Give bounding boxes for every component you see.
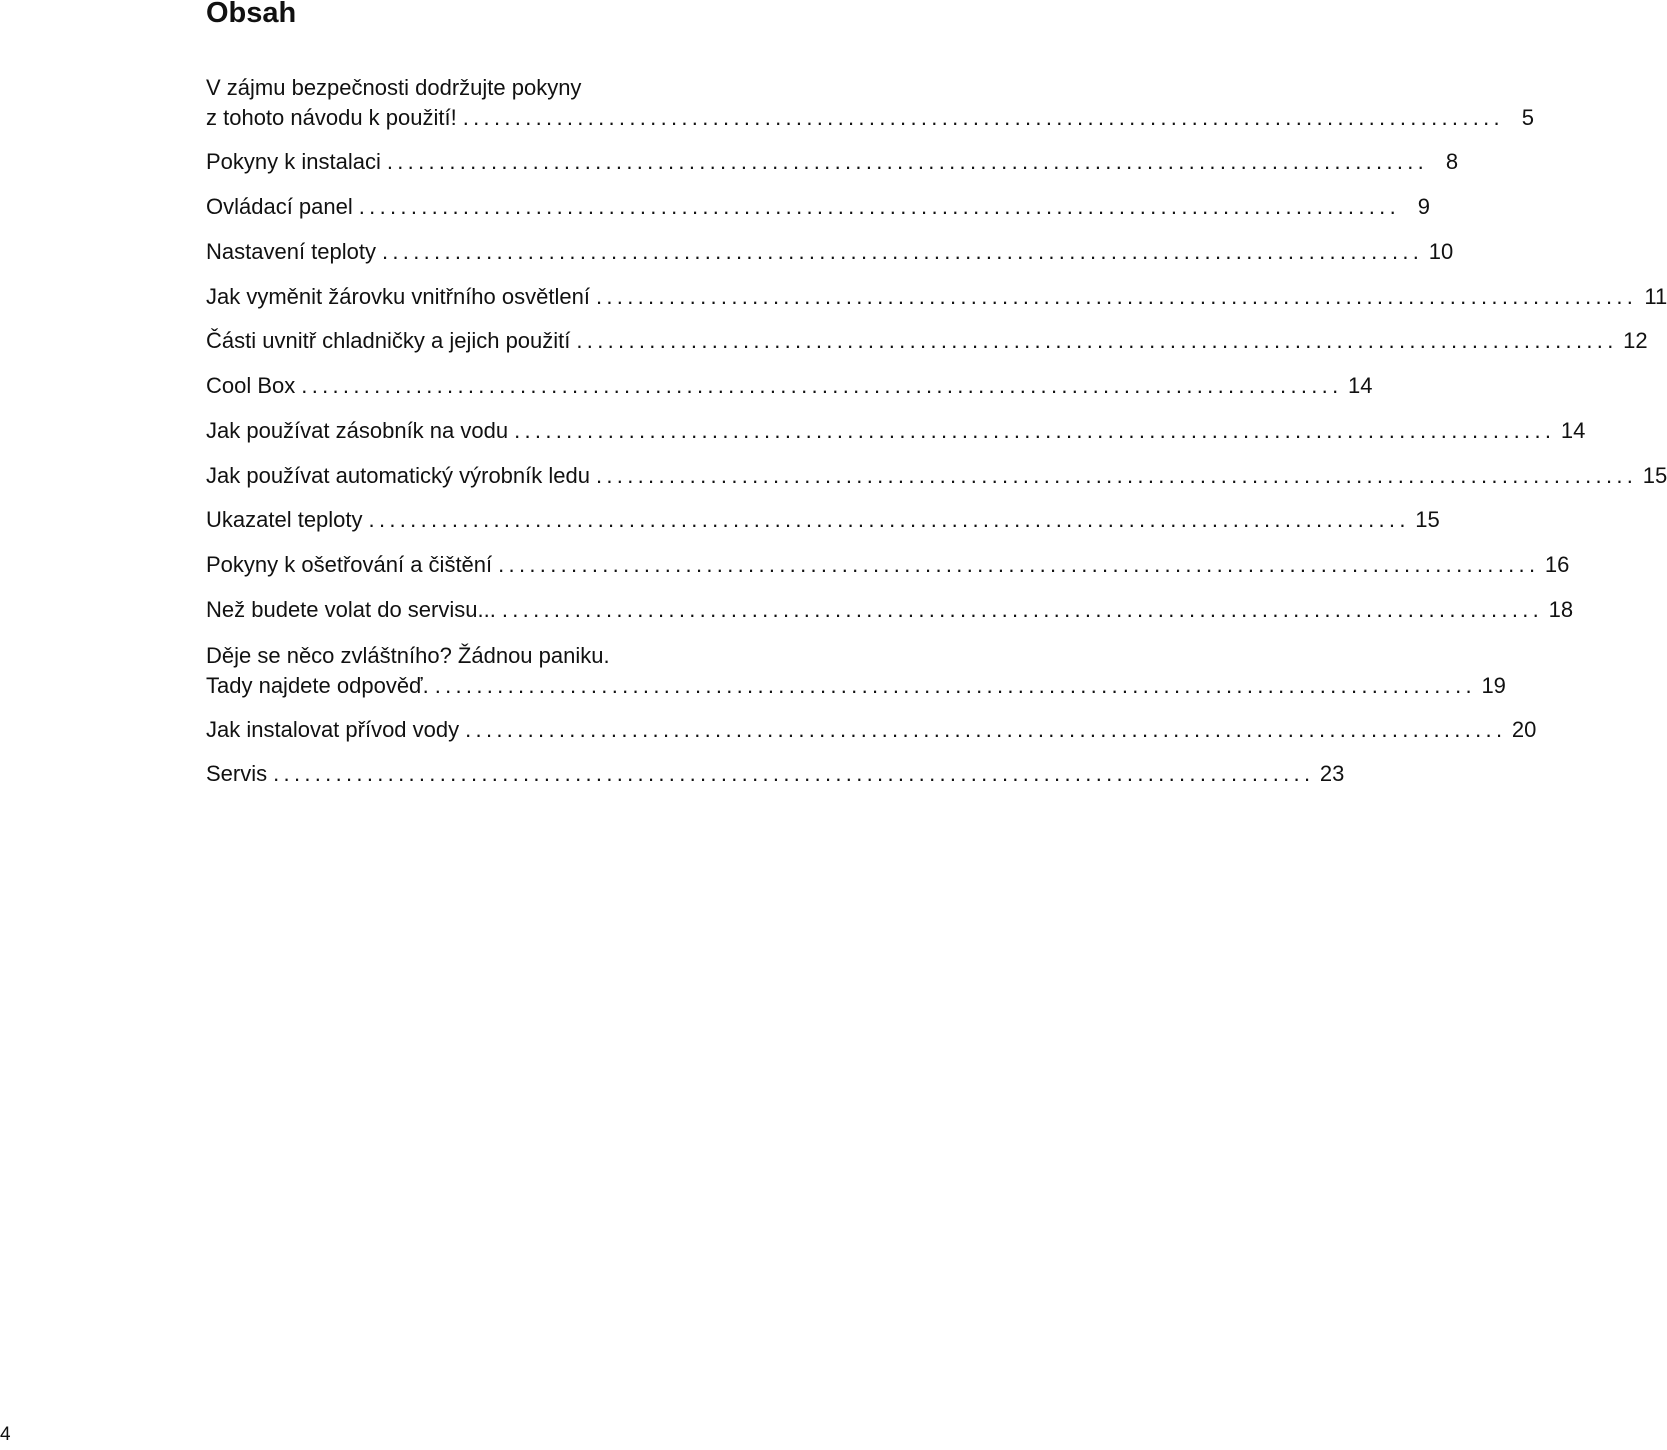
toc-entry-page: 19 xyxy=(1481,673,1506,698)
toc-entry-water-tank[interactable] xyxy=(206,416,1586,446)
toc-entry-label: Servis xyxy=(206,761,268,786)
dot-leader: .................................................................................................... xyxy=(595,463,1638,488)
toc-entry-bulb-replacement[interactable] xyxy=(206,282,1667,312)
toc-entry-page: 12 xyxy=(1623,328,1648,353)
toc-entry-page: 5 xyxy=(1521,105,1534,130)
toc-entry-page: 8 xyxy=(1445,149,1459,174)
toc-entry-page: 15 xyxy=(1415,507,1440,532)
dot-leader: .................................................................................................... xyxy=(386,149,1429,174)
toc-entry-service[interactable] xyxy=(206,759,1345,789)
toc-entry-label: Části uvnitř chladničky a jejich použití xyxy=(206,328,571,353)
toc-entry-page: 23 xyxy=(1319,761,1345,786)
toc-entry-label: Pokyny k instalaci xyxy=(206,149,381,174)
toc-entry-before-service[interactable] xyxy=(206,595,1574,625)
dot-leader: .................................................................................................... xyxy=(595,284,1638,309)
dot-leader: .................................................................................................... xyxy=(462,105,1504,130)
dot-leader: .................................................................................................... xyxy=(358,194,1400,219)
toc-entry-label: Cool Box xyxy=(206,373,296,398)
dot-leader: .................................................................................................... xyxy=(381,239,1424,264)
toc-entry-water-supply[interactable] xyxy=(206,715,1537,745)
toc-entry-label: Jak používat zásobník na vodu xyxy=(206,418,509,443)
toc-entry-label: Tady najdete odpověď. xyxy=(206,673,429,698)
toc-entry-page: 20 xyxy=(1511,717,1537,742)
toc-entry-page: 9 xyxy=(1417,194,1430,219)
toc-entry-label: Než budete volat do servisu... xyxy=(206,597,496,622)
dot-leader: .................................................................................................... xyxy=(434,673,1476,698)
toc-entry-page: 11 xyxy=(1644,284,1667,309)
dot-leader: .................................................................................................... xyxy=(368,507,1410,532)
dot-leader: .................................................................................................... xyxy=(501,597,1544,622)
toc-entry-installation[interactable] xyxy=(206,147,1459,177)
toc-entry-temperature-indicator[interactable] xyxy=(206,505,1440,535)
toc-entry-page: 16 xyxy=(1544,552,1570,577)
toc-entry-label: Jak vyměnit žárovku vnitřního osvětlení xyxy=(206,284,590,309)
toc-entry-label: Jak používat automatický výrobník ledu xyxy=(206,463,590,488)
toc-entry-label-line1: Děje se něco zvláštního? Žádnou paniku. xyxy=(206,643,610,668)
toc-entry-label: Ovládací panel xyxy=(206,194,353,219)
toc-entry-page: 18 xyxy=(1548,597,1574,622)
page-number: 4 xyxy=(0,1424,11,1445)
toc-entry-temperature-setting[interactable] xyxy=(206,237,1454,267)
toc-entry-label: Jak instalovat přívod vody xyxy=(206,717,460,742)
toc-entry-label: z tohoto návodu k použití! xyxy=(206,105,457,130)
toc-entry-page: 10 xyxy=(1428,239,1454,264)
toc-entry-label: Nastavení teploty xyxy=(206,239,376,264)
dot-leader: .................................................................................................... xyxy=(301,373,1343,398)
toc-entry-label: Ukazatel teploty xyxy=(206,507,363,532)
page-title: Obsah xyxy=(206,0,297,29)
toc-entry-page: 15 xyxy=(1642,463,1667,488)
toc-entry-page: 14 xyxy=(1348,373,1373,398)
toc-entry-label: Pokyny k ošetřování a čištění xyxy=(206,552,493,577)
dot-leader: .................................................................................................... xyxy=(576,328,1618,353)
dot-leader: .................................................................................................... xyxy=(465,717,1507,742)
dot-leader: .................................................................................................... xyxy=(514,418,1556,443)
toc-entry-troubleshooting[interactable] xyxy=(206,641,1506,701)
toc-entry-cool-box[interactable] xyxy=(206,371,1373,401)
dot-leader: .................................................................................................... xyxy=(498,552,1540,577)
toc-entry-care-cleaning[interactable] xyxy=(206,550,1570,580)
toc-entry-fridge-parts[interactable] xyxy=(206,326,1648,356)
dot-leader: .................................................................................................... xyxy=(273,761,1315,786)
toc-entry-ice-maker[interactable] xyxy=(206,461,1667,491)
toc-entry-safety[interactable] xyxy=(206,73,1534,133)
toc-entry-label-line1: V zájmu bezpečnosti dodržujte pokyny xyxy=(206,75,582,100)
toc-entry-control-panel[interactable] xyxy=(206,192,1430,222)
toc-entry-page: 14 xyxy=(1560,418,1586,443)
